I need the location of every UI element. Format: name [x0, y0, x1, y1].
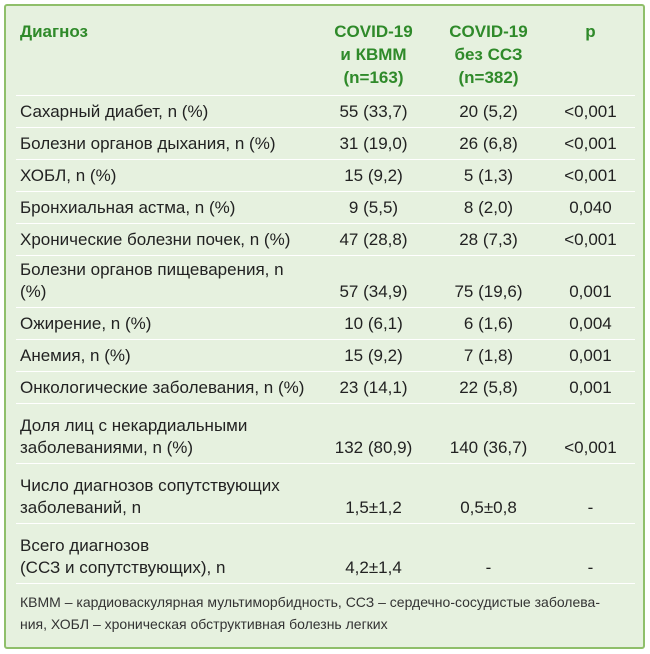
row-p-value: <0,001	[546, 160, 635, 192]
row-covid-kvmm: 31 (19,0)	[316, 128, 431, 160]
table-row	[16, 256, 635, 308]
row-diagnosis: Сахарный диабет, n (%)	[16, 96, 316, 128]
row-covid-no-ssz: 5 (1,3)	[431, 160, 546, 192]
row-covid-no-ssz: 140 (36,7)	[431, 404, 546, 464]
header-covid-kvmm: COVID-19 и КВММ (n=163)	[316, 16, 431, 96]
row-diagnosis: Болезни органов дыхания, n (%)	[16, 128, 316, 160]
row-covid-no-ssz: 6 (1,6)	[431, 308, 546, 340]
row-covid-kvmm: 4,2±1,4	[316, 524, 431, 584]
row-p-value: -	[546, 464, 635, 524]
header-p: p	[546, 16, 635, 96]
row-covid-kvmm: 15 (9,2)	[316, 160, 431, 192]
row-covid-no-ssz: 22 (5,8)	[431, 372, 546, 404]
row-covid-no-ssz: 8 (2,0)	[431, 192, 546, 224]
row-diagnosis: Анемия, n (%)	[16, 340, 316, 372]
row-covid-kvmm: 23 (14,1)	[316, 372, 431, 404]
row-covid-no-ssz: 28 (7,3)	[431, 224, 546, 256]
table-row	[16, 308, 635, 340]
row-diagnosis: Бронхиальная астма, n (%)	[16, 192, 316, 224]
row-diagnosis: Болезни органов пищеварения, n (%)	[16, 256, 316, 308]
row-covid-kvmm: 15 (9,2)	[316, 340, 431, 372]
row-p-value: 0,001	[546, 372, 635, 404]
table-row	[16, 224, 635, 256]
row-covid-no-ssz: 0,5±0,8	[431, 464, 546, 524]
row-covid-kvmm: 57 (34,9)	[316, 256, 431, 308]
footnote: КВММ – кардиоваскулярная мультиморбидность, ССЗ – сердечно-сосудистые заболева- ния, ХОБЛ – хроническая обструктивная болезнь легких	[20, 594, 600, 632]
row-p-value: 0,040	[546, 192, 635, 224]
row-p-value: <0,001	[546, 224, 635, 256]
row-diagnosis: ХОБЛ, n (%)	[16, 160, 316, 192]
table-row	[16, 340, 635, 372]
row-p-value: 0,001	[546, 256, 635, 308]
row-covid-no-ssz: 75 (19,6)	[431, 256, 546, 308]
row-p-value: 0,001	[546, 340, 635, 372]
row-covid-kvmm: 1,5±1,2	[316, 464, 431, 524]
row-covid-kvmm: 55 (33,7)	[316, 96, 431, 128]
table-row	[16, 128, 635, 160]
row-covid-no-ssz: 20 (5,2)	[431, 96, 546, 128]
row-diagnosis: Всего диагнозов (ССЗ и сопутствующих), n	[16, 524, 316, 584]
row-covid-kvmm: 47 (28,8)	[316, 224, 431, 256]
row-diagnosis: Число диагнозов сопутствующих заболеваний, n	[16, 464, 316, 524]
row-p-value: -	[546, 524, 635, 584]
table-row	[16, 524, 635, 584]
row-diagnosis: Онкологические заболевания, n (%)	[16, 372, 316, 404]
row-p-value: 0,004	[546, 308, 635, 340]
row-covid-no-ssz: 26 (6,8)	[431, 128, 546, 160]
row-diagnosis: Хронические болезни почек, n (%)	[16, 224, 316, 256]
row-covid-kvmm: 10 (6,1)	[316, 308, 431, 340]
row-diagnosis: Доля лиц с некардиальными заболеваниями, n (%)	[16, 404, 316, 464]
row-covid-kvmm: 132 (80,9)	[316, 404, 431, 464]
table-row	[16, 464, 635, 524]
row-covid-no-ssz: -	[431, 524, 546, 584]
table-card	[4, 4, 645, 649]
table-header-row	[16, 16, 635, 96]
table-row	[16, 160, 635, 192]
row-covid-kvmm: 9 (5,5)	[316, 192, 431, 224]
header-covid-no-ssz: COVID-19 без ССЗ (n=382)	[431, 16, 546, 96]
table-row	[16, 96, 635, 128]
table-row	[16, 372, 635, 404]
comorbidity-table	[16, 16, 635, 584]
row-p-value: <0,001	[546, 128, 635, 160]
row-p-value: <0,001	[546, 404, 635, 464]
table-row	[16, 404, 635, 464]
table-row	[16, 192, 635, 224]
header-diagnosis: Диагноз	[16, 16, 316, 96]
row-diagnosis: Ожирение, n (%)	[16, 308, 316, 340]
row-p-value: <0,001	[546, 96, 635, 128]
row-covid-no-ssz: 7 (1,8)	[431, 340, 546, 372]
